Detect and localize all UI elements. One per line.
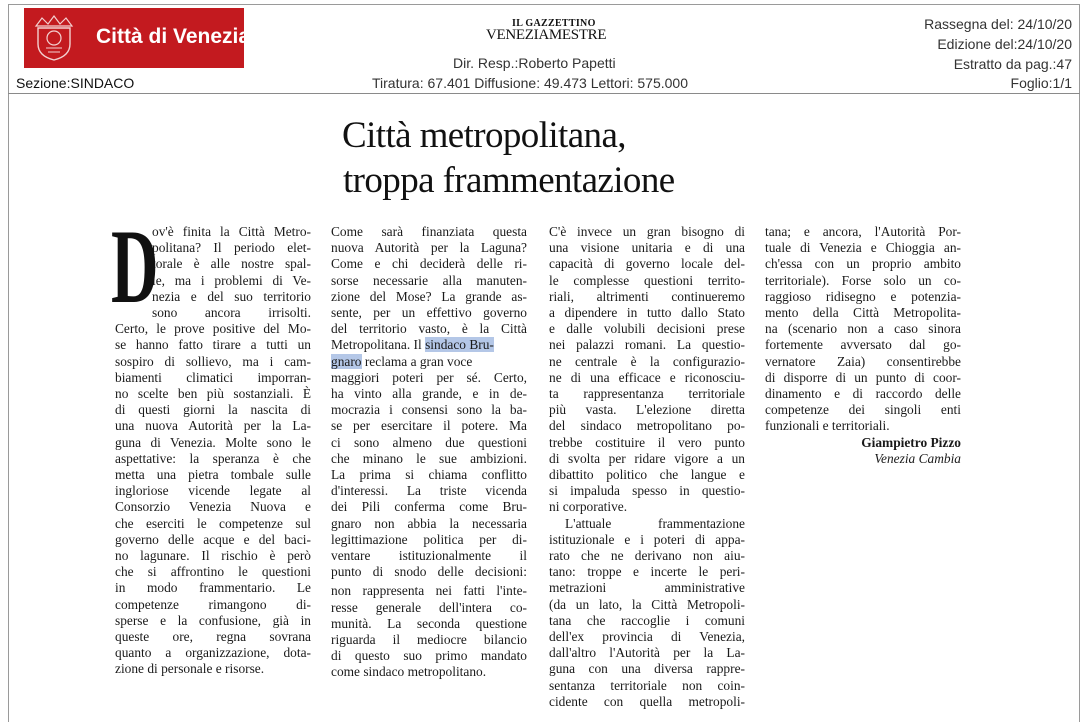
text-line: rato che ne derivano non aiu- — [549, 548, 745, 564]
text-line: ch'essa con un proprio ambito — [765, 256, 961, 272]
text-line: del sindaco metropolitano po- — [549, 418, 745, 434]
text-line: guna di Venezia. Molte sono le — [115, 434, 311, 450]
text-line: L'attuale frammentazione — [565, 515, 745, 531]
text-line: Certo, le prove positive del Mo- — [115, 321, 311, 337]
city-label: Città di Venezia — [96, 25, 251, 48]
text-line: di disporre di un punto di coor- — [765, 369, 961, 385]
text-line: in modo frammentario. Le — [115, 580, 311, 596]
text-line: queste ore, regna sovrana — [115, 629, 311, 645]
text-line: no lagunare. Il rischio è però — [115, 548, 311, 564]
text-line: mento della Città Metropolita- — [765, 305, 961, 321]
text-line: (da un lato, la Città Metropoli- — [549, 596, 745, 612]
text-line: La prima si chiama conflitto — [331, 467, 527, 483]
text-line: di questo suo primo mandato — [331, 648, 527, 664]
text-line: come sindaco metropolitano. — [331, 664, 487, 680]
text-line: sentanza territoriale non coin- — [549, 677, 745, 693]
text-line: ventare istituzionalmente il — [331, 548, 527, 564]
author-affiliation: Venezia Cambia — [874, 450, 961, 466]
article-column-4 — [765, 224, 961, 467]
text-line: zione di personale e risorse. — [115, 661, 265, 677]
text-line: torale è alle nostre spal- — [152, 256, 311, 272]
text-line: ne di una efficace e riconosciu- — [549, 369, 745, 385]
text-line: funzionali e territoriali. — [765, 418, 890, 434]
text-line: guna con una diversa rappre- — [549, 661, 745, 677]
text-line: capacità di governo locale del- — [549, 256, 745, 272]
text-line: ha vinto alla grande, e in de- — [331, 386, 527, 402]
text-line: istituzionale e i poteri di appa- — [549, 531, 745, 547]
circulation-line: Tiratura: 67.401 Diffusione: 49.473 Lettori: 575.000 — [372, 75, 688, 91]
text-line: nuova Autorità per la Laguna? — [331, 240, 527, 256]
text-line: fortemente avversato dal go- — [765, 337, 961, 353]
section-label: Sezione:SINDACO — [16, 75, 135, 91]
text-line: che si affrontino le questioni — [115, 564, 311, 580]
text-line: raggioso ridisegno e potenzia- — [765, 288, 961, 304]
masthead-top: IL GAZZETTINO — [512, 18, 596, 29]
text-line: si impaluda spesso in questio- — [549, 483, 745, 499]
text-line: Come sarà finanziata questa — [331, 224, 527, 239]
text-line: dinamento e di raccordo delle — [765, 386, 961, 402]
text-line: sente, per un effettivo governo — [331, 305, 527, 321]
text-line: zione del Mose? La grande as- — [331, 288, 527, 304]
article-column-1 — [111, 208, 311, 678]
text-line: dall'altro l'Autorità per la La- — [549, 645, 745, 661]
text-line: che minano le sue ambizioni. — [331, 450, 527, 466]
text-line: Consorzio Venezia Nuova e — [115, 499, 311, 515]
text-line: competenze rimangono di- — [115, 596, 311, 612]
sheet-count: Foglio:1/1 — [1010, 75, 1072, 91]
text-line: Come e chi deciderà delle ri- — [331, 256, 527, 272]
text-line: tuale di Venezia e Chioggia an- — [765, 240, 961, 256]
text-line: ci sono almeno due questioni — [331, 434, 527, 450]
text-line: aspettative: la speranza è che — [115, 450, 311, 466]
text-line: ta rappresentanza territoriale — [549, 386, 745, 402]
text-line: metta una pietra tombale sulle — [115, 467, 311, 483]
text-line: territoriale). Forse solo un co- — [765, 272, 961, 288]
text-line: e dalle volubili decisioni prese — [549, 321, 745, 337]
text-line: vernatore Zaia) consentirebbe — [765, 353, 961, 369]
text-line: tana che raccoglie i comuni — [549, 612, 745, 628]
text-line: di questi giorni la nascita di — [115, 402, 311, 418]
text-line: dei Pili conferma come Bru- — [331, 499, 527, 515]
text-line: politana? Il periodo elet- — [152, 240, 311, 256]
title-line-1: Città metropolitana, — [342, 115, 626, 156]
text-line: le complesse questioni territo- — [549, 272, 745, 288]
text-line: ov'è finita la Città Metro- — [152, 224, 311, 239]
text-line: sospiro di sollievo, ma i cam- — [115, 353, 311, 369]
text-line: più vasta. L'elezione diretta — [549, 402, 745, 418]
text-line: sorse necessarie alla manuten- — [331, 272, 527, 288]
text-line: competenze dei singoli enti — [765, 402, 961, 418]
text-line — [331, 354, 527, 370]
page-extract: Estratto da pag.:47 — [953, 56, 1072, 72]
newspaper-masthead — [486, 18, 607, 46]
text-line: no scelte ben più sostanziali. È — [115, 386, 311, 402]
text-line: sono ancora irrisolti. — [152, 305, 311, 321]
crest-icon — [32, 14, 76, 62]
text-line: riali, altrimenti continueremo — [549, 288, 745, 304]
text-line: del territorio vasto, è la Città — [331, 321, 527, 337]
text-line: tana; e ancora, l'Autorità Por- — [765, 224, 961, 239]
rassegna-date: Rassegna del: 24/10/20 — [924, 16, 1072, 32]
text-line: le, ma i problemi di Ve- — [152, 272, 311, 288]
text-line: nei palazzi romani. La questio- — [549, 337, 745, 353]
edizione-date: Edizione del:24/10/20 — [937, 36, 1072, 52]
text-line: se hanno fatto tirare a tutti un — [115, 337, 311, 353]
text-line — [331, 337, 527, 353]
title-line-2: troppa frammentazione — [343, 160, 675, 201]
text-line: metrazioni amministrative — [549, 580, 745, 596]
text-line: ingloriose vicende legate al — [115, 483, 311, 499]
text-fragment: reclama a gran voce — [361, 353, 473, 369]
text-line: nezia e del suo territorio — [152, 288, 311, 304]
text-line: quanto a organizzazione, dota- — [115, 645, 311, 661]
text-line: gnaro non abbia la necessaria — [331, 515, 527, 531]
text-line: che eserciti le competenze sul — [115, 515, 311, 531]
director-line: Dir. Resp.:Roberto Papetti — [453, 55, 616, 71]
text-line: legittimazione politica per di- — [331, 531, 527, 547]
article-title — [342, 113, 675, 203]
article-column-3 — [549, 224, 745, 710]
text-line: riguarda il mediocre bilancio — [331, 632, 527, 648]
text-line: ni corporative. — [549, 499, 628, 515]
masthead-bottom: VENEZIAMESTRE — [486, 27, 607, 43]
text-line: ne centrale è la configurazio- — [549, 353, 745, 369]
article-author: Giampietro Pizzo — [861, 434, 961, 450]
city-logo-banner — [24, 8, 251, 68]
text-line: se per esercitare il potere. Ma — [331, 418, 527, 434]
text-line: non rappresenta nei fatti l'inte- — [331, 583, 527, 599]
text-line: sperse e la confusione, già in — [115, 612, 311, 628]
text-line: a dipendere in tutto dallo Stato — [549, 305, 745, 321]
text-line: biamenti climatici imporran- — [115, 369, 311, 385]
text-line: mocrazia i consensi sono la ba- — [331, 402, 527, 418]
text-line: una nuova Autorità per la La- — [115, 418, 311, 434]
text-line: munità. La seconda questione — [331, 615, 527, 631]
highlighted-text: gnaro — [331, 353, 362, 369]
text-line: una visione unitaria e di una — [549, 240, 745, 256]
text-line: punto di snodo delle decisioni: — [331, 564, 527, 580]
article-column-2 — [331, 224, 527, 681]
text-line: resse generale dell'intera co- — [331, 599, 527, 615]
header-divider — [8, 93, 1080, 94]
drop-cap: D — [111, 208, 159, 325]
text-line: C'è invece un gran bisogno di — [549, 224, 745, 239]
text-line: cidente con quella metropoli- — [549, 693, 745, 709]
highlighted-text: sindaco Bru- — [425, 337, 494, 353]
text-line: di svolta per ridare vigore a un — [549, 450, 745, 466]
text-line: governo delle acque e del baci- — [115, 531, 311, 547]
text-line: dell'ex provincia di Venezia, — [549, 629, 745, 645]
text-line: tano: troppe e incerte le peri- — [549, 564, 745, 580]
text-line: na (scenario non a caso sinora — [765, 321, 961, 337]
text-line: dibattito politico che langue e — [549, 467, 745, 483]
text-fragment: Metropolitana. Il — [331, 337, 426, 353]
text-line: trebbe costituire il vero punto — [549, 434, 745, 450]
text-line: maggiori poteri per sé. Certo, — [331, 369, 527, 385]
text-line: d'interessi. La triste vicenda — [331, 483, 527, 499]
